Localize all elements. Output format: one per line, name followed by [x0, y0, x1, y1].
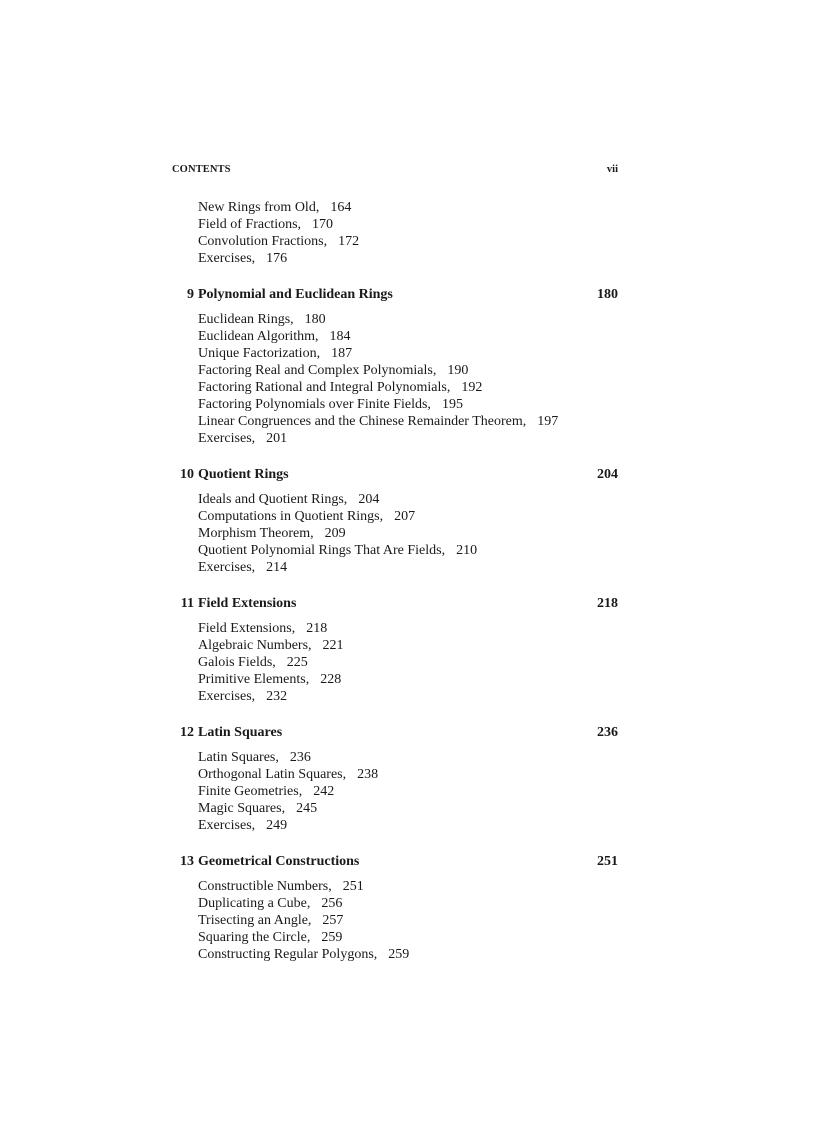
chapter-page-number: 180 — [597, 287, 618, 302]
section-page-number: 192 — [461, 380, 483, 395]
chapter-section-list — [172, 491, 619, 576]
toc-section-entry — [198, 620, 619, 637]
section-title: Morphism Theorem, — [198, 526, 314, 541]
section-title: Ideals and Quotient Rings, — [198, 492, 348, 507]
section-page-number: 184 — [329, 329, 351, 344]
toc-section-entry — [198, 817, 619, 834]
toc-section-entry — [198, 328, 619, 345]
chapter-number: 10 — [180, 467, 194, 482]
chapter-number: 13 — [180, 854, 194, 869]
chapter-page-number: 204 — [597, 467, 618, 482]
section-page-number: 172 — [338, 234, 360, 249]
chapter-title: Field Extensions — [198, 596, 297, 611]
toc-section-entry — [198, 525, 619, 542]
section-page-number: 218 — [306, 621, 328, 636]
chapter-title: Geometrical Constructions — [198, 854, 360, 869]
section-title: Constructible Numbers, — [198, 879, 332, 894]
section-title: Primitive Elements, — [198, 672, 310, 687]
toc-section-entry — [198, 688, 619, 705]
section-page-number: 259 — [388, 947, 410, 962]
section-title: Euclidean Rings, — [198, 312, 294, 327]
section-title: Field of Fractions, — [198, 217, 302, 232]
section-title: Factoring Rational and Integral Polynomials, — [198, 380, 451, 395]
section-title: Unique Factorization, — [198, 346, 321, 361]
toc-section-entry — [198, 749, 619, 766]
chapter-page-number: 218 — [597, 596, 618, 611]
chapter-block — [172, 723, 619, 834]
toc-section-entry — [198, 946, 619, 963]
toc-section-entry — [198, 637, 619, 654]
toc-section-entry — [198, 654, 619, 671]
toc-section-entry — [198, 362, 619, 379]
section-title: Exercises, — [198, 251, 256, 266]
running-head-page-number: vii — [606, 164, 618, 175]
chapter-number: 9 — [187, 287, 194, 302]
section-page-number: 257 — [322, 913, 344, 928]
chapter-heading — [172, 723, 619, 743]
section-title: Algebraic Numbers, — [198, 638, 312, 653]
chapter-section-list — [172, 311, 619, 447]
section-title: Factoring Polynomials over Finite Fields, — [198, 397, 431, 412]
toc-section-entry — [198, 783, 619, 800]
toc-section-entry — [198, 199, 619, 216]
chapter-section-list — [172, 749, 619, 834]
chapter-block — [172, 594, 619, 705]
section-title: New Rings from Old, — [198, 200, 320, 215]
section-title: Orthogonal Latin Squares, — [198, 767, 347, 782]
toc-section-entry — [198, 345, 619, 362]
section-title: Exercises, — [198, 560, 256, 575]
section-page-number: 197 — [537, 414, 559, 429]
section-page-number: 214 — [266, 560, 288, 575]
section-page-number: 242 — [313, 784, 335, 799]
chapter-section-list — [172, 878, 619, 963]
section-page-number: 232 — [266, 689, 288, 704]
chapter-title: Quotient Rings — [198, 467, 289, 482]
toc-section-entry — [198, 216, 619, 233]
section-page-number: 201 — [266, 431, 288, 446]
toc-section-entry — [198, 878, 619, 895]
section-title: Finite Geometries, — [198, 784, 303, 799]
carryover-section-list — [172, 199, 619, 267]
section-title: Exercises, — [198, 431, 256, 446]
toc-section-entry — [198, 671, 619, 688]
toc-section-entry — [198, 929, 619, 946]
toc-section-entry — [198, 250, 619, 267]
toc-section-entry — [198, 311, 619, 328]
section-page-number: 170 — [312, 217, 334, 232]
section-title: Field Extensions, — [198, 621, 296, 636]
section-page-number: 207 — [394, 509, 416, 524]
section-page-number: 187 — [331, 346, 353, 361]
running-head — [172, 163, 619, 177]
section-title: Duplicating a Cube, — [198, 896, 311, 911]
section-page-number: 251 — [342, 879, 364, 894]
toc-section-entry — [198, 430, 619, 447]
chapter-heading — [172, 465, 619, 485]
section-title: Trisecting an Angle, — [198, 913, 312, 928]
toc-section-entry — [198, 508, 619, 525]
section-page-number: 225 — [286, 655, 308, 670]
section-page-number: 256 — [321, 896, 343, 911]
toc-section-entry — [198, 233, 619, 250]
section-page-number: 164 — [330, 200, 352, 215]
section-page-number: 176 — [266, 251, 288, 266]
section-page-number: 180 — [304, 312, 326, 327]
section-page-number: 190 — [447, 363, 469, 378]
section-page-number: 259 — [321, 930, 343, 945]
section-page-number: 236 — [289, 750, 311, 765]
chapter-heading — [172, 285, 619, 305]
section-title: Galois Fields, — [198, 655, 276, 670]
section-page-number: 209 — [324, 526, 346, 541]
section-page-number: 195 — [441, 397, 463, 412]
section-title: Computations in Quotient Rings, — [198, 509, 384, 524]
toc-section-entry — [198, 413, 619, 430]
toc-section-entry — [198, 542, 619, 559]
chapter-title: Polynomial and Euclidean Rings — [198, 287, 393, 302]
chapter-section-list — [172, 620, 619, 705]
chapter-heading — [172, 594, 619, 614]
section-page-number: 221 — [322, 638, 344, 653]
section-page-number: 228 — [320, 672, 342, 687]
chapter-page-number: 251 — [597, 854, 618, 869]
toc-section-entry — [198, 491, 619, 508]
toc-section-entry — [198, 766, 619, 783]
chapter-heading — [172, 852, 619, 872]
section-page-number: 210 — [456, 543, 478, 558]
section-title: Magic Squares, — [198, 801, 286, 816]
chapter-number: 11 — [180, 596, 194, 611]
section-title: Constructing Regular Polygons, — [198, 947, 378, 962]
section-page-number: 245 — [296, 801, 318, 816]
chapter-block — [172, 852, 619, 963]
section-title: Squaring the Circle, — [198, 930, 311, 945]
chapter-title: Latin Squares — [198, 725, 283, 740]
table-of-contents — [172, 199, 619, 963]
chapter-page-number: 236 — [597, 725, 618, 740]
running-head-title: CONTENTS — [172, 164, 231, 175]
chapter-number: 12 — [180, 725, 194, 740]
section-page-number: 249 — [266, 818, 288, 833]
section-title: Exercises, — [198, 818, 256, 833]
chapter-block — [172, 285, 619, 447]
section-title: Convolution Fractions, — [198, 234, 328, 249]
section-title: Euclidean Algorithm, — [198, 329, 319, 344]
section-title: Latin Squares, — [198, 750, 279, 765]
section-page-number: 238 — [357, 767, 379, 782]
chapter-list — [172, 285, 619, 963]
section-page-number: 204 — [358, 492, 380, 507]
toc-section-entry — [198, 396, 619, 413]
chapter-block — [172, 465, 619, 576]
toc-section-entry — [198, 800, 619, 817]
toc-section-entry — [198, 559, 619, 576]
toc-section-entry — [198, 895, 619, 912]
toc-section-entry — [198, 379, 619, 396]
section-title: Factoring Real and Complex Polynomials, — [198, 363, 437, 378]
section-title: Linear Congruences and the Chinese Remainder Theorem, — [198, 414, 527, 429]
section-title: Quotient Polynomial Rings That Are Fields, — [198, 543, 446, 558]
toc-section-entry — [198, 912, 619, 929]
section-title: Exercises, — [198, 689, 256, 704]
